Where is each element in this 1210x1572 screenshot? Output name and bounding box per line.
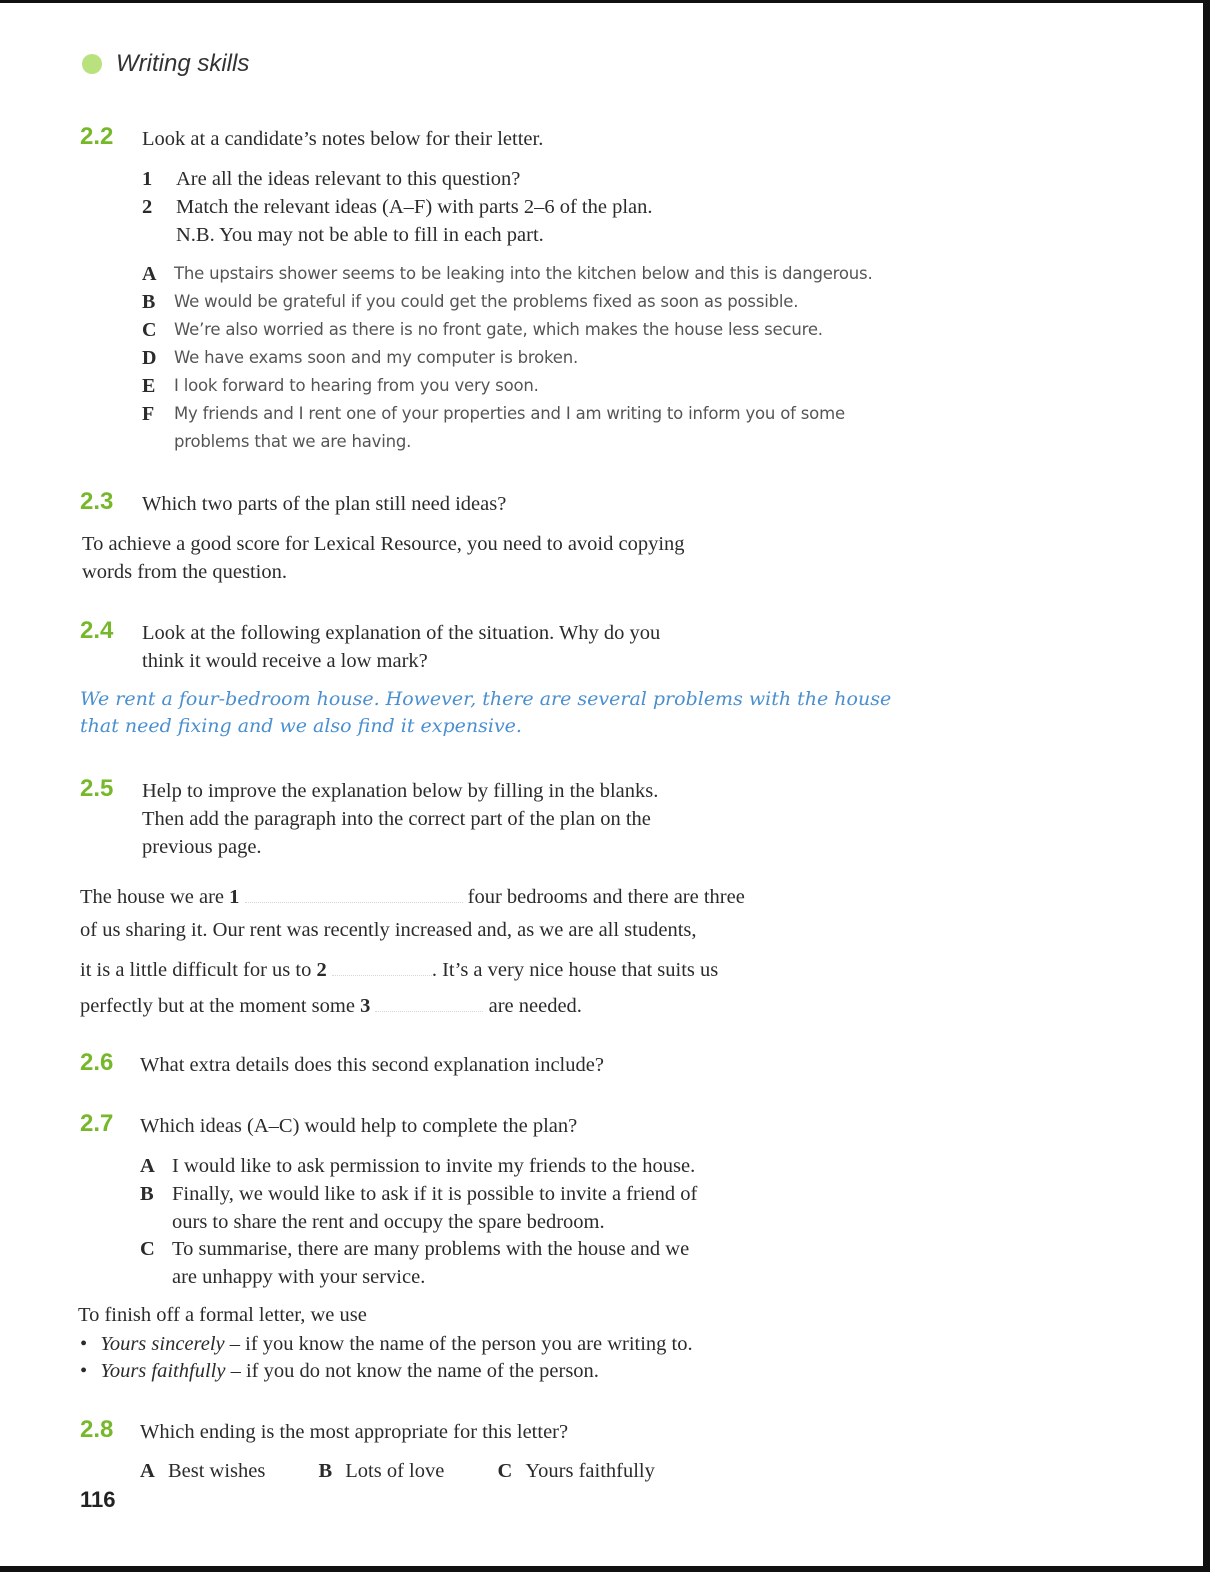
page-number: 116: [80, 1487, 116, 1512]
option-text: ours to share the rent and occupy the spare bedroom.: [172, 1211, 605, 1233]
exercise-number: 2.7: [80, 1110, 114, 1137]
idea-text: My friends and I rent one of your properties and I am writing to inform you of some: [174, 404, 845, 423]
page-bottom-edge: [0, 1566, 1210, 1572]
option-text: Yours faithfully: [525, 1460, 655, 1482]
option-letter: C: [497, 1460, 513, 1482]
option-letter: A: [140, 1460, 155, 1482]
option-text: are unhappy with your service.: [172, 1266, 426, 1288]
exercise-number: 2.6: [80, 1049, 114, 1076]
example-line: We rent a four-bedroom house. However, there are several problems with the house: [80, 688, 892, 710]
exercise-2-6: [80, 1049, 840, 1083]
gapfill-text: it is a little difficult for us to: [80, 959, 312, 981]
tip-line: To achieve a good score for Lexical Resource, you need to avoid copying: [82, 533, 685, 555]
option-letter: B: [318, 1460, 333, 1482]
option-text: Lots of love: [345, 1460, 445, 1482]
idea-text: problems that we are having.: [174, 432, 412, 451]
tip-term: Yours faithfully: [100, 1360, 226, 1382]
gapfill-line-3: [80, 953, 718, 984]
letter-tip-item: [80, 1357, 599, 1385]
option-letter: A: [140, 1155, 155, 1177]
exercise-number: 2.4: [80, 617, 114, 644]
example-line: that need fixing and we also find it expensive.: [80, 715, 522, 737]
example-explanation: [80, 686, 892, 740]
idea-letter: E: [142, 375, 156, 397]
letter-tip-intro: To finish off a formal letter, we use: [78, 1304, 367, 1326]
gapfill-text: are needed.: [488, 995, 582, 1017]
exercise-question: Which ending is the most appropriate for this letter?: [140, 1421, 569, 1443]
section-title: Writing skills: [116, 50, 250, 77]
option-letter: B: [140, 1183, 154, 1205]
page-right-edge: [1203, 0, 1210, 1572]
exercise-number: 2.8: [80, 1416, 114, 1443]
idea-F: [142, 400, 845, 460]
idea-text: We have exams soon and my computer is broken.: [174, 348, 579, 367]
idea-letter: A: [142, 263, 157, 285]
blank-number: 3: [360, 995, 371, 1017]
gapfill-text: four bedrooms and there are three: [467, 886, 745, 908]
exercise-2-2: [80, 123, 873, 463]
subquestion-text: Match the relevant ideas (A–F) with parts 2–6 of the plan.: [176, 196, 653, 218]
blank-input-3[interactable]: [375, 989, 483, 1012]
idea-text: I look forward to hearing from you very soon.: [174, 376, 539, 395]
subquestion-number: 2: [142, 196, 153, 218]
exercise-2-4: [80, 617, 840, 677]
tip-text: – if you do not know the name of the person.: [225, 1360, 599, 1382]
letter-tip-item: [80, 1330, 693, 1358]
tip-line: words from the question.: [82, 561, 287, 583]
exercise-number: 2.3: [80, 488, 114, 515]
exercise-2-5: [80, 775, 840, 865]
exercise-question: think it would receive a low mark?: [142, 650, 428, 672]
idea-text: We’re also worried as there is no front gate, which makes the house less secure.: [174, 320, 823, 339]
subquestion-text: Are all the ideas relevant to this question?: [176, 168, 521, 190]
subquestion-number: 1: [142, 168, 153, 190]
idea-text: We would be grateful if you could get the problems fixed as soon as possible.: [174, 292, 799, 311]
exercise-question: Which two parts of the plan still need ideas?: [142, 493, 507, 515]
blank-input-1[interactable]: [245, 880, 463, 903]
exercise-2-7: [80, 1110, 840, 1290]
idea-letter: C: [142, 319, 157, 341]
exercise-question: Which ideas (A–C) would help to complete the plan?: [140, 1115, 578, 1137]
option-text: I would like to ask permission to invite my friends to the house.: [172, 1155, 696, 1177]
gapfill-line-1: [80, 880, 745, 911]
gapfill-text: . It’s a very nice house that suits us: [431, 959, 719, 981]
note: N.B. You may not be able to fill in each part.: [176, 224, 544, 246]
idea-text: The upstairs shower seems to be leaking into the kitchen below and this is dangerous.: [174, 264, 873, 283]
tip-text: – if you know the name of the person you are writing to.: [224, 1333, 693, 1355]
exercise-question: Look at a candidate’s notes below for their letter.: [142, 128, 544, 150]
gapfill-text: The house we are: [80, 886, 225, 908]
idea-letter: B: [142, 291, 156, 313]
exercise-question: Then add the paragraph into the correct part of the plan on the: [142, 808, 651, 830]
bullet-dot-icon: [82, 54, 102, 74]
exercise-number: 2.5: [80, 775, 114, 802]
blank-input-2[interactable]: [332, 953, 432, 976]
idea-letter: D: [142, 347, 157, 369]
gapfill-line-4: [80, 989, 582, 1020]
idea-letter: F: [142, 403, 155, 425]
option-text: To summarise, there are many problems with the house and we: [172, 1238, 690, 1260]
bullet-icon: •: [80, 1333, 88, 1355]
exercise-question: What extra details does this second explanation include?: [140, 1054, 604, 1076]
exercise-question: previous page.: [142, 836, 262, 858]
exercise-question: Help to improve the explanation below by filling in the blanks.: [142, 780, 659, 802]
bullet-icon: •: [80, 1360, 88, 1382]
blank-number: 1: [229, 886, 240, 908]
ending-options: [140, 1457, 655, 1485]
gapfill-text: perfectly but at the moment some: [80, 995, 355, 1017]
option-letter: C: [140, 1238, 155, 1260]
section-header: [82, 50, 249, 78]
option-text: Finally, we would like to ask if it is possible to invite a friend of: [172, 1183, 698, 1205]
exercise-number: 2.2: [80, 123, 114, 150]
gapfill-line-2: of us sharing it. Our rent was recently increased and, as we are all students,: [80, 919, 697, 941]
page-top-edge: [0, 0, 1210, 3]
option-text: Best wishes: [167, 1460, 266, 1482]
exercise-2-3: [80, 488, 840, 588]
tip-term: Yours sincerely: [100, 1333, 225, 1355]
blank-number: 2: [316, 959, 327, 981]
exercise-question: Look at the following explanation of the situation. Why do you: [142, 622, 661, 644]
